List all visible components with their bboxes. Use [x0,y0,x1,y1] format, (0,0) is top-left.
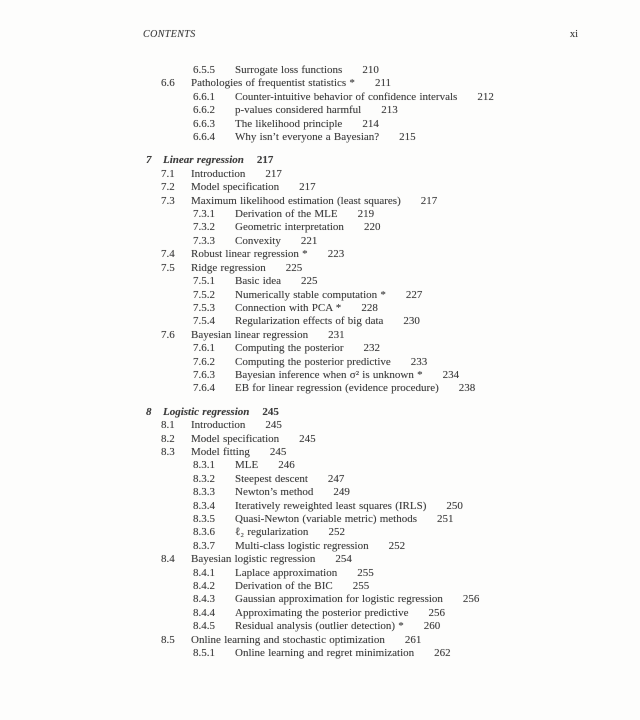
toc-entry-title: Bayesian linear regression [191,328,309,341]
toc-entry-number: 8.1 [161,419,175,432]
toc-entry [143,553,620,566]
running-header-title: CONTENTS [143,29,196,40]
toc-entry [143,302,620,315]
toc-entry [143,486,620,499]
toc-entry [143,289,620,302]
toc-entry-title: Introduction [191,167,246,180]
toc-entry-number: 8.4.3 [193,593,215,606]
toc-entry-title: Numerically stable computation * [235,288,386,301]
toc-entry-page: 220 [363,221,381,234]
toc-entry-number: 6.6.3 [193,117,215,130]
toc-entry-page: 246 [278,459,295,472]
toc-entry-number: 7.3 [161,194,175,207]
toc-entry-title: Basic idea [235,275,282,288]
toc-entry-page: 228 [361,301,378,314]
toc-entry-title: Derivation of the MLE [235,208,338,221]
toc-entry-title: Model specification [191,432,280,445]
toc-entry [143,248,620,261]
toc-entry-title: Convexity [235,234,281,247]
toc-entry [143,342,620,355]
toc-entry-number: 7.5.1 [193,275,215,288]
toc-entry-number: 7.6.2 [193,355,215,368]
toc-entry-number: 7.5.3 [193,301,215,314]
toc-entry [143,275,620,288]
toc-entry-page: 214 [362,117,379,130]
toc-entry [143,526,620,539]
toc-entry-title: Pathologies of frequentist statistics * [191,77,355,90]
toc-entry [143,131,620,144]
toc-entry-number: 6.6.1 [193,90,215,103]
toc-entry-number: 8.3 [161,445,175,458]
toc-entry-page: 212 [477,90,494,103]
toc-entry-number: 8.3.1 [193,459,215,472]
toc-entry-title: Model specification [191,181,280,194]
toc-entry [143,329,620,342]
toc-entry-page: 245 [262,405,279,418]
toc-entry-number: 7.5.2 [193,288,215,301]
toc-entry-page: 245 [269,445,287,458]
toc-entry [143,540,620,553]
toc-entry-number: 8.3.5 [193,513,215,525]
toc-entry-page: 245 [265,419,282,432]
toc-entry [143,513,620,526]
toc-entry-title: Quasi-Newton (variable metric) methods [235,513,418,525]
toc-entry-title: Linear regression [163,154,244,167]
toc-entry-number: 7.3.1 [193,208,215,221]
toc-entry-number: 8.5 [161,633,175,646]
toc-entry-number: 8.4.2 [193,580,215,593]
toc-entry-page: 217 [256,154,274,167]
toc-entry [143,647,620,660]
toc-entry-number: 8.4 [161,553,175,566]
toc-entry-page: 252 [328,526,345,539]
toc-entry-page: 217 [265,167,282,180]
toc-entry-title: ℓ₂ regularization [235,526,309,539]
toc-entry-number: 8.3.7 [193,539,215,552]
toc-entry-number: 7.6 [161,328,175,341]
page-number: xi [569,29,578,40]
toc-entry [143,168,620,181]
toc-entry-number: 7.4 [161,248,175,261]
toc-entry [143,221,620,234]
running-header [143,28,578,42]
toc-entry [143,118,620,131]
toc-entry-title: Online learning and regret minimization [235,647,415,660]
toc-entry-number: 6.6 [161,77,175,90]
toc-entry-page: 247 [327,472,345,485]
toc-entry-number: 6.5.5 [193,64,215,76]
toc-entry [143,369,620,382]
toc-entry [143,181,620,194]
toc-entry-number: 7.1 [161,167,175,180]
table-of-contents [143,64,620,660]
toc-entry [143,567,620,580]
toc-entry-title: Approximating the posterior predictive [235,606,409,619]
toc-entry-number: 7.5 [161,261,175,274]
toc-entry [143,262,620,275]
toc-entry-page: 225 [301,275,318,288]
toc-entry-page: 223 [327,248,345,261]
toc-entry [143,356,620,369]
toc-entry-page: 215 [399,131,416,144]
toc-entry-number: 8.3.2 [193,472,215,485]
toc-entry-page: 217 [420,194,438,207]
toc-entry-number: 8.5.1 [193,647,215,660]
toc-entry-number: 7.5.4 [193,315,215,328]
toc-entry-page: 227 [405,288,423,301]
toc-entry-page: 232 [363,342,381,355]
toc-entry [143,620,620,633]
toc-entry-page: 251 [437,513,454,525]
toc-entry-page: 217 [299,181,316,194]
toc-entry-title: p-values considered harmful [235,104,362,117]
toc-entry-page: 211 [374,77,392,90]
toc-entry-title: Steepest descent [235,472,308,485]
toc-entry-number: 7.6.1 [193,342,215,355]
toc-entry-page: 256 [428,606,445,619]
toc-entry-title: Counter-intuitive behavior of confidence intervals [235,90,458,103]
toc-entry-title: Connection with PCA * [235,301,342,314]
toc-entry [143,64,620,77]
toc-entry-number: 8.3.3 [193,486,215,499]
toc-entry [143,593,620,606]
toc-entry-number: 8.4.5 [193,620,215,633]
toc-entry-title: Bayesian inference when σ² is unknown * [235,368,423,381]
toc-entry-title: Regularization effects of big data [235,315,384,328]
toc-entry-title: Geometric interpretation [235,221,344,234]
toc-entry-title: Iteratively reweighted least squares (IRLS) [235,499,427,512]
toc-entry-number: 8.3.6 [193,526,215,539]
toc-entry-number: 8.2 [161,432,175,445]
toc-entry [143,580,620,593]
toc-entry [143,634,620,647]
toc-entry-page: 249 [333,486,350,499]
toc-entry-title: Logistic regression [163,405,250,418]
toc-entry [143,208,620,221]
toc-entry-title: Ridge regression [191,261,266,274]
toc-entry-page: 245 [299,432,316,445]
toc-entry-title: Derivation of the BIC [235,580,333,593]
toc-chapter-entry [143,154,620,167]
toc-entry-title: Robust linear regression * [191,248,308,261]
toc-entry [143,195,620,208]
toc-entry [143,419,620,432]
toc-entry-page: 233 [410,355,428,368]
toc-entry-title: Computing the posterior predictive [235,355,391,368]
toc-entry [143,235,620,248]
toc-entry-title: Online learning and stochastic optimization [191,633,385,646]
toc-entry [143,91,620,104]
toc-entry-page: 213 [381,104,398,117]
toc-entry [143,607,620,620]
toc-entry [143,433,620,446]
toc-entry-title: MLE [235,459,259,472]
toc-entry-title: Gaussian approximation for logistic regression [235,593,443,606]
toc-entry-number: 7.3.3 [193,234,215,247]
toc-entry [143,382,620,395]
toc-entry-title: Bayesian logistic regression [191,553,316,566]
toc-entry-title: Maximum likelihood estimation (least squares) [191,194,401,207]
toc-entry-number: 6.6.4 [193,131,215,144]
toc-entry-number: 7.6.3 [193,368,215,381]
toc-entry-page: 234 [442,368,460,381]
toc-entry-title: Computing the posterior [235,342,344,355]
toc-entry-number: 7.3.2 [193,221,215,234]
toc-entry-title: EB for linear regression (evidence procedure) [235,382,439,395]
toc-entry [143,104,620,117]
toc-entry [143,500,620,513]
toc-entry-page: 261 [404,633,422,646]
toc-entry [143,446,620,459]
toc-chapter-entry [143,406,620,419]
toc-entry-page: 230 [403,315,420,328]
toc-entry-page: 255 [352,580,370,593]
toc-entry-number: 8.4.1 [193,566,215,579]
toc-entry-number: 7.6.4 [193,382,215,395]
toc-entry-title: Newton’s method [235,486,314,499]
toc-entry-page: 254 [335,553,352,566]
toc-entry-page: 219 [357,208,375,221]
toc-entry-page: 250 [446,499,463,512]
toc-entry-title: Surrogate loss functions [235,64,343,76]
toc-entry-title: Multi-class logistic regression [235,539,369,552]
toc-entry-number: 8.3.4 [193,499,215,512]
toc-entry-title: The likelihood principle [235,117,343,130]
toc-entry-title: Model fitting [191,445,250,458]
toc-entry-page: 210 [362,64,379,76]
toc-entry [143,77,620,90]
toc-entry-number: 6.6.2 [193,104,215,117]
toc-entry-number: 7 [146,154,152,167]
toc-entry-title: Laplace approximation [235,566,338,579]
toc-entry-page: 221 [300,234,318,247]
toc-entry-page: 255 [357,566,374,579]
toc-entry-title: Why isn’t everyone a Bayesian? [235,131,380,144]
toc-entry-page: 260 [423,620,441,633]
toc-entry [143,459,620,472]
toc-entry-page: 262 [434,647,451,660]
toc-entry-page: 231 [328,328,345,341]
toc-entry-number: 8.4.4 [193,606,215,619]
toc-entry [143,315,620,328]
toc-entry-number: 7.2 [161,181,175,194]
toc-entry-title: Introduction [191,419,246,432]
toc-entry [143,473,620,486]
toc-entry-page: 238 [458,382,476,395]
toc-entry-page: 256 [462,593,480,606]
toc-entry-number: 8 [146,405,152,418]
toc-entry-title: Residual analysis (outlier detection) * [235,620,404,633]
toc-entry-page: 225 [285,261,303,274]
toc-entry-page: 252 [388,539,406,552]
